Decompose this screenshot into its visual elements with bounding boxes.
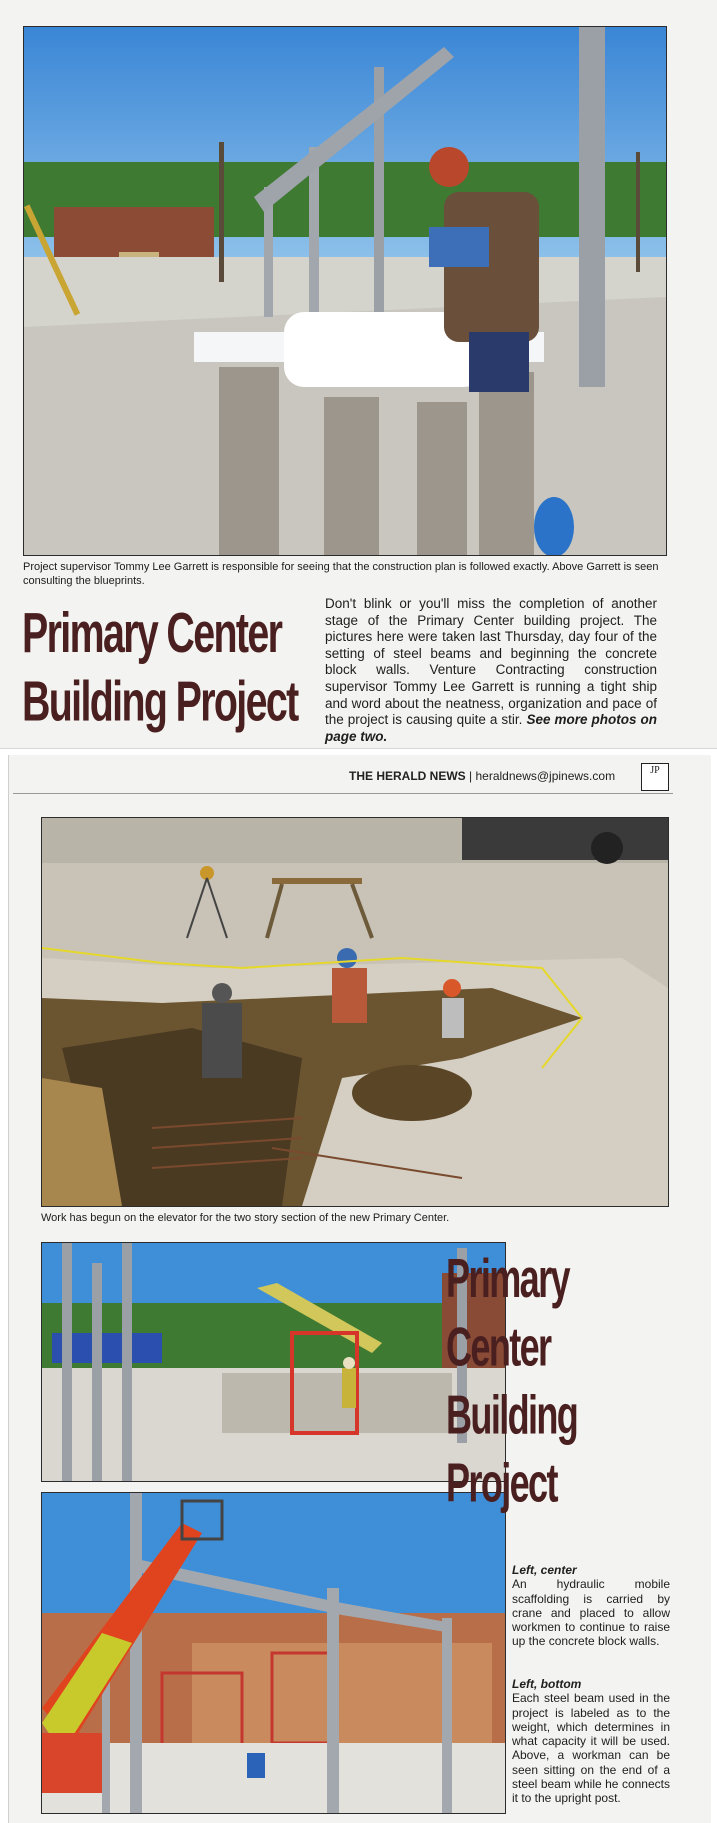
paper-name: THE HERALD NEWS bbox=[349, 769, 466, 783]
front-page-clipping bbox=[0, 0, 717, 749]
sidebar-headline bbox=[446, 1245, 577, 1518]
caption-label: Left, center bbox=[512, 1563, 577, 1577]
contact-email[interactable]: heraldnews@jpinews.com bbox=[475, 769, 616, 783]
caption-left-bottom bbox=[512, 1677, 670, 1806]
caption-text: An hydraulic mobile scaffolding is carried by crane and placed to allow workmen to continue to raise up the concrete block walls. bbox=[512, 1577, 670, 1649]
page-headline bbox=[22, 600, 298, 737]
sidebar-headline-line-2: Center bbox=[446, 1316, 551, 1378]
caption-text: Each steel beam used in the project is labeled as to the weight, which determines in what capacity it will be used. Above, a workman can be seen sitting on the end of a steel beam while he connects it to the upright post. bbox=[512, 1691, 670, 1806]
logo-text: JP bbox=[650, 765, 660, 776]
article-text: Don't blink or you'll miss the completion of another stage of the Primary Center building project. The pictures here were taken last Thursday, day four of the setting of steel beams and beginning the concrete block walls. Venture Contracting construction supervisor Tommy Lee Garrett is running a tight ship and word about the neatness, organization and pace of the project is causing quite a stir. bbox=[325, 596, 657, 728]
article-body bbox=[325, 596, 657, 745]
caption-left-center bbox=[512, 1563, 670, 1649]
masthead-rule bbox=[13, 793, 673, 794]
headline-line-1: Primary Center bbox=[22, 602, 282, 665]
scaffolding-crane-photo bbox=[41, 1242, 506, 1482]
sidebar-headline-line-3: Building bbox=[446, 1385, 578, 1446]
jpi-logo-icon bbox=[641, 763, 669, 791]
sidebar-headline-line-4: Project bbox=[446, 1453, 557, 1515]
supervisor-blueprint-photo bbox=[23, 26, 667, 556]
photo-caption: Project supervisor Tommy Lee Garrett is responsible for seeing that the construction plan is followed exactly. Above Garrett is seen consulting the blueprints. bbox=[23, 561, 659, 587]
construction-supervisor-photo-icon bbox=[24, 27, 666, 555]
masthead bbox=[349, 769, 615, 783]
elevator-pit-photo bbox=[41, 817, 669, 1207]
headline-line-2: Building Project bbox=[22, 670, 298, 734]
second-page-clipping bbox=[8, 755, 711, 1823]
elevator-pit-photo-icon bbox=[42, 818, 668, 1206]
masthead-separator: | bbox=[469, 769, 473, 783]
scaffolding-crane-photo-icon bbox=[42, 1243, 505, 1481]
sidebar-headline-line-1: Primary bbox=[446, 1248, 569, 1310]
steel-beam-photo bbox=[41, 1492, 506, 1814]
elevator-caption: Work has begun on the elevator for the two story section of the new Primary Center. bbox=[41, 1212, 450, 1224]
see-more-link[interactable]: See more photos on page two. bbox=[325, 712, 657, 744]
caption-label: Left, bottom bbox=[512, 1677, 582, 1691]
steel-beam-photo-icon bbox=[42, 1493, 505, 1813]
